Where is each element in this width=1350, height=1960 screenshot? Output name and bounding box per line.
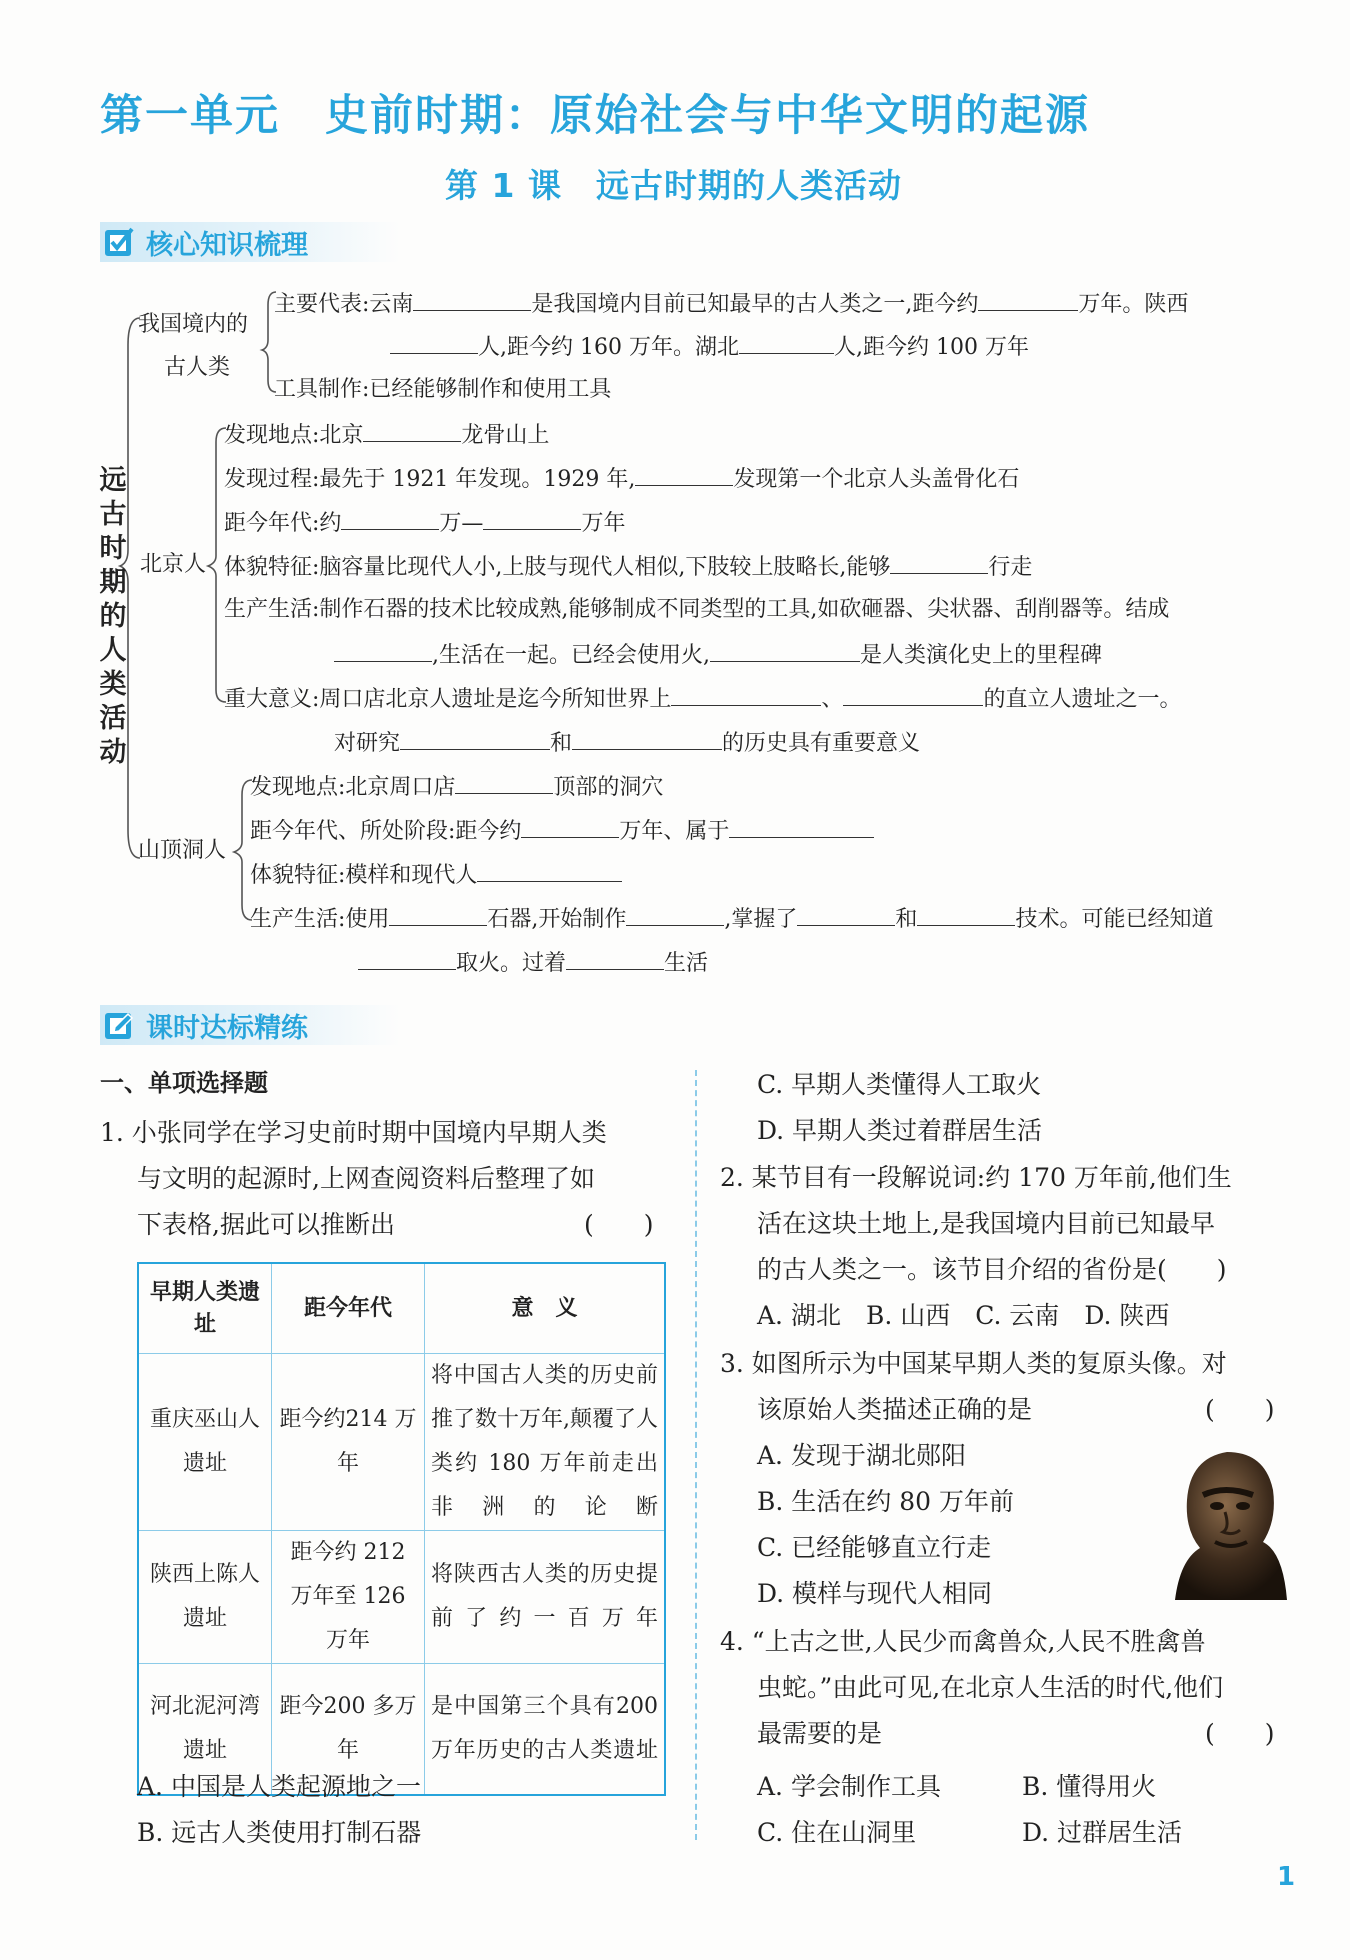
q4-option-c[interactable]: C. 住在山洞里 (757, 1818, 917, 1847)
mindmap-line: 工具制作:已经能够制作和使用工具 (274, 377, 612, 402)
table-cell: 河北泥河湾遗址 (138, 1663, 272, 1795)
mindmap-line: 人,距今约 160 万年。湖北 人,距今约 100 万年 (390, 333, 1029, 361)
q2-stem-line: 2. 某节目有一段解说词:约 170 万年前,他们生 (720, 1163, 1232, 1192)
mindmap-root: 远古时期的人类活动 (99, 465, 127, 768)
q4-answer-paren[interactable]: ( ) (1205, 1719, 1275, 1748)
q3-stem-line: 该原始人类描述正确的是 (757, 1395, 1033, 1424)
page-number: 1 (1277, 1862, 1296, 1892)
early-human-bust-image (1155, 1440, 1290, 1605)
table-cell: 距今约 212 万年至 126 万年 (272, 1530, 425, 1663)
q1-table (137, 1262, 666, 1796)
mindmap-line: 生产生活:使用 石器,开始制作 ,掌握了 和 技术。可能已经知道 (250, 907, 1214, 932)
table-cell: 距今约214 万年 (272, 1353, 425, 1530)
mindmap-line: 取火。过着 生活 (358, 949, 708, 977)
table-cell: 将陕西古人类的历史提前了约一百万年 (425, 1530, 666, 1663)
mindmap-line: 重大意义:周口店北京人遗址是迄今所知世界上 、 的直立人遗址之一。 (224, 687, 1182, 712)
table-cell: 陕西上陈人遗址 (138, 1530, 272, 1663)
pencil-icon (102, 1008, 136, 1042)
q1-answer-paren[interactable]: ( ) (584, 1210, 654, 1239)
q4-stem-line: 虫蛇。”由此可见,在北京人生活的时代,他们 (757, 1673, 1224, 1702)
q1-option-a[interactable]: A. 中国是人类起源地之一 (137, 1772, 421, 1801)
q1-stem-line: 与文明的起源时,上网查阅资料后整理了如 (137, 1164, 595, 1193)
q1-option-b[interactable]: B. 远古人类使用打制石器 (137, 1818, 422, 1847)
q1-option-c[interactable]: C. 早期人类懂得人工取火 (757, 1070, 1042, 1099)
column-divider (695, 1070, 697, 1840)
q2-stem-line: 活在这块土地上,是我国境内目前已知最早 (757, 1209, 1215, 1238)
q2-stem-line: 的古人类之一。该节目介绍的省份是( ) (757, 1255, 1227, 1284)
q4-option-d[interactable]: D. 过群居生活 (1022, 1818, 1183, 1847)
mindmap-line: 对研究 和 的历史具有重要意义 (334, 731, 921, 756)
section-title: 课时达标精练 (146, 1012, 308, 1044)
q3-answer-paren[interactable]: ( ) (1205, 1395, 1275, 1424)
branch-label-peking-man: 北京人 (140, 552, 207, 577)
q3-option-a[interactable]: A. 发现于湖北郧阳 (757, 1441, 966, 1470)
table-header: 意 义 (425, 1263, 666, 1353)
section-header-practice (100, 1005, 400, 1045)
q2-options[interactable]: A. 湖北 B. 山西 C. 云南 D. 陕西 (757, 1301, 1170, 1330)
branch-label-upper-cave-man: 山顶洞人 (138, 838, 227, 863)
mindmap-line: 生产生活:制作石器的技术比较成熟,能够制成不同类型的工具,如砍砸器、尖状器、刮削器等。结成 (224, 597, 1170, 622)
mindmap-line: 主要代表:云南 是我国境内目前已知最早的古人类之一,距今约 万年。陕西 (274, 292, 1189, 317)
part-title: 一、单项选择题 (100, 1069, 268, 1097)
q3-option-d[interactable]: D. 模样与现代人相同 (757, 1579, 993, 1608)
mindmap-line: 体貌特征:脑容量比现代人小,上肢与现代人相似,下肢较上肢略长,能够 行走 (224, 555, 1033, 580)
q3-stem-line: 3. 如图所示为中国某早期人类的复原头像。对 (720, 1349, 1227, 1378)
q4-stem-line: 最需要的是 (757, 1719, 883, 1748)
q3-option-b[interactable]: B. 生活在约 80 万年前 (757, 1487, 1014, 1516)
table-cell: 重庆巫山人遗址 (138, 1353, 272, 1530)
branch-label-ancient-humans-2: 古人类 (164, 355, 231, 380)
unit-title: 第一单元 史前时期：原始社会与中华文明的起源 (100, 91, 1090, 141)
lesson-title: 第 1 课 远古时期的人类活动 (445, 166, 902, 205)
table-header: 距今年代 (272, 1263, 425, 1353)
q4-option-b[interactable]: B. 懂得用火 (1022, 1772, 1157, 1801)
mindmap-line: 距今年代、所处阶段:距今约 万年、属于 (250, 817, 874, 845)
mindmap-line: ,生活在一起。已经会使用火, 是人类演化史上的里程碑 (334, 641, 1102, 669)
mindmap-line: 发现地点:北京周口店 顶部的洞穴 (250, 775, 664, 800)
mindmap-line: 距今年代:约 万— 万年 (224, 511, 626, 536)
q1-stem-line: 1. 小张同学在学习史前时期中国境内早期人类 (100, 1118, 607, 1147)
q4-stem-line: 4. “上古之世,人民少而禽兽众,人民不胜禽兽 (720, 1627, 1206, 1656)
q4-option-a[interactable]: A. 学会制作工具 (757, 1772, 941, 1801)
table-cell: 是中国第三个具有200 万年历史的古人类遗址 (425, 1663, 666, 1795)
table-cell: 距今200 多万年 (272, 1663, 425, 1795)
table-header: 早期人类遗址 (138, 1263, 272, 1353)
branch-label-ancient-humans-1: 我国境内的 (138, 312, 249, 337)
mindmap-line: 体貌特征:模样和现代人 (250, 861, 622, 889)
q3-option-c[interactable]: C. 已经能够直立行走 (757, 1533, 992, 1562)
mindmap-line: 发现地点:北京 龙骨山上 (224, 423, 550, 448)
mindmap-line: 发现过程:最先于 1921 年发现。1929 年, 发现第一个北京人头盖骨化石 (224, 467, 1020, 492)
section-title: 核心知识梳理 (146, 229, 308, 261)
q1-stem-line: 下表格,据此可以推断出 (137, 1210, 395, 1239)
q1-option-d[interactable]: D. 早期人类过着群居生活 (757, 1116, 1043, 1145)
table-cell: 将中国古人类的历史前推了数十万年,颠覆了人类约 180 万年前走出非洲的论断 (425, 1353, 666, 1530)
